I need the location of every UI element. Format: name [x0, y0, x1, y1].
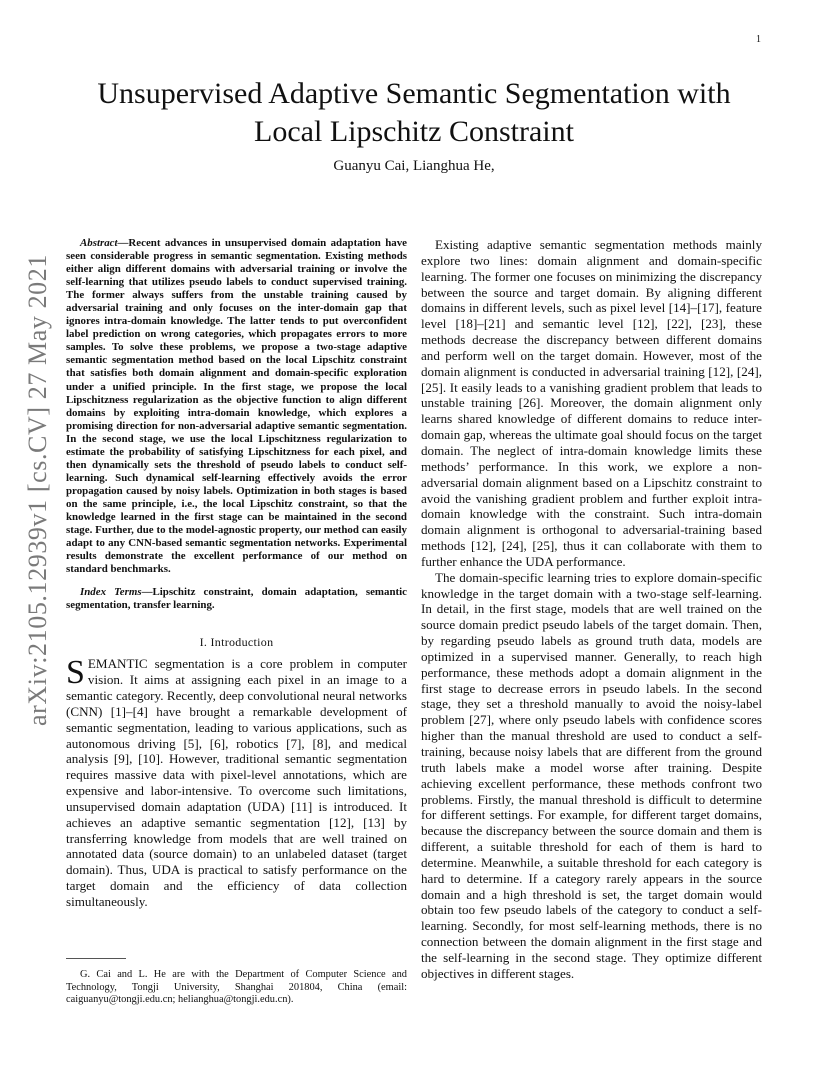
right-column — [421, 237, 762, 982]
abstract — [66, 237, 407, 576]
abstract-label: Abstract — [80, 237, 118, 249]
abstract-text: —Recent advances in unsupervised domain adaptation have seen considerable progress in semantic segmentation. Existing methods either align different domains with adversarial training or involve the self-learning that utilizes pseudo labels to conduct supervised training. The former always suffers from the unstable training caused by adversarial training and only focuses on the inter-domain gap that ignores intra-domain knowledge. The latter tends to put overconfident label prediction on wrong categories, which propagates errors to more samples. To solve these problems, we propose a two-stage adaptive semantic segmentation method based on the local Lipschitz constraint that satisfies both domain alignment and domain-specific exploration under a unified principle. In the first stage, we propose the local Lipschitzness regularization as the objective function to align different domains by exploiting intra-domain knowledge, which explores a promising direction for non-adversarial adaptive semantic segmentation. In the second stage, we use the local Lipschitzness regularization to estimate the probability of satisfying Lipschitzness for each pixel, and then dynamically sets the threshold of pseudo labels to conduct self-learning. Such dynamical self-learning effectively avoids the error propagation caused by noisy labels. Optimization in both stages is based on the same principle, i.e., the local Lipschitz constraint, so that the knowledge learned in the first stage can be maintained in the second stage. Further, due to the model-agnostic property, our method can easily adapt to any CNN-based semantic segmentation networks. Experimental results demonstrate the excellent performance of our method on standard benchmarks. — [66, 237, 407, 576]
paper-title — [0, 75, 828, 151]
paragraph-domain-specific: The domain-specific learning tries to explore domain-specific knowledge in the target domain with a two-stage self-learning. In detail, in the first stage, models that are well trained on the source domain predict pseudo labels of the target domain. Then, by regarding pseudo labels as ground truth data, models are optimized in a supervised manner. Generally, to reach high performance, these methods adopt a domain alignment in the first stage to decrease errors in pseudo labels. In the second stage, they set a threshold manually to avoid the noisy-label problem [27], where only pseudo labels with confidence scores higher than the manual threshold are used to conduct a self-training, because noisy labels that are different from the ground truth labels make a model worse after training. Despite achieving excellent performance, these methods confront two problems. Firstly, the manual threshold is difficult to determine for different settings. For example, for different target domains, because the discrepancy between the source domain and them is different, a suitable threshold for each of them is hard to determine. Meanwhile, a suitable threshold for each category is hard to determine. If a category rarely appears in the source domain and a high threshold is set, the target domain would obtain too few pseudo labels of the category to conduct a self-learning. Secondly, for most self-learning methods, there is no connection between the domain alignment in the first stage and the self-learning in the second stage. They optimize different objectives in different stages. — [421, 569, 762, 981]
authors: Guanyu Cai, Lianghua He, — [333, 158, 495, 174]
intro-paragraph-text: EMANTIC segmentation is a core problem in computer vision. It aims at assigning each pixel in an image to a semantic category. Recently, deep convolutional neural networks (CNN) [1]–[4] have brought a remarkable development of semantic segmentation, leading to various applications, such as autonomous driving [5], [6], robotics [7], [8], and medical analysis [9], [10]. However, traditional semantic segmentation requires massive data with pixel-level annotations, which are expensive and labor-intensive. To overcome such limitations, unsupervised domain adaptation (UDA) [11] is introduced. It achieves an adaptive semantic segmentation [12], [13] by transferring knowledge from models that are well trained on annotated data (source domain) to an unlabeled dataset (target domain). Thus, UDA is practical to satisfy performance on the target domain and the efficiency of data collection simultaneously. — [66, 656, 407, 909]
index-terms — [66, 586, 407, 612]
section-heading-introduction: I. Introduction — [199, 635, 274, 650]
arxiv-stamp-text: arXiv:2105.12939v1 [cs.CV] 27 May 2021 — [23, 254, 52, 726]
footnote-divider — [66, 958, 126, 959]
left-column — [66, 237, 407, 910]
title-line-1: Unsupervised Adaptive Semantic Segmentation with — [97, 77, 731, 110]
paragraph-existing-methods: Existing adaptive semantic segmentation methods mainly explore two lines: domain alignment and domain-specific learning. The former one focuses on minimizing the discrepancy between the source and target domain. By aligning different domains in different levels, such as pixel level [14]–[17], feature level [18]–[21] and semantic level [12], [22], [23], these methods decrease the discrepancy between different domains and perform well on the target domain. However, most of the domain alignment is conducted in adversarial training [12], [24], [25]. It easily leads to a vanishing gradient problem that leads to unstable training [26]. Moreover, the domain alignment only learns shared knowledge of different domains to reduce inter-domain gap, whereas the ultimate goal should focus on the target domain. The neglect of intra-domain knowledge limits these methods’ performance. In this work, we explore a non-adversarial domain alignment based on a Lipschitz constraint to avoid the vanishing gradient problem and further exploit intra-domain knowledge with the constraint. Such intra-domain domain alignment is orthogonal to adversarial-training based methods [12], [24], [25], thus it can collaborate with them to further enhance the UDA performance. — [421, 237, 762, 569]
drop-cap: S — [66, 654, 85, 692]
footnote: G. Cai and L. He are with the Department of Computer Science and Technology, Tongji University, Shanghai 201804, China (email: caiguanyu@tongji.edu.cn; helianghua@tongji.edu.cn). — [66, 969, 407, 1006]
index-terms-text: —Lipschitz constraint, domain adaptation, semantic segmentation, transfer learning. — [66, 586, 407, 612]
index-terms-label: Index Terms — [80, 586, 142, 599]
intro-paragraph — [66, 656, 407, 910]
page-number: 1 — [756, 34, 761, 45]
title-line-2: Local Lipschitz Constraint — [254, 115, 574, 148]
